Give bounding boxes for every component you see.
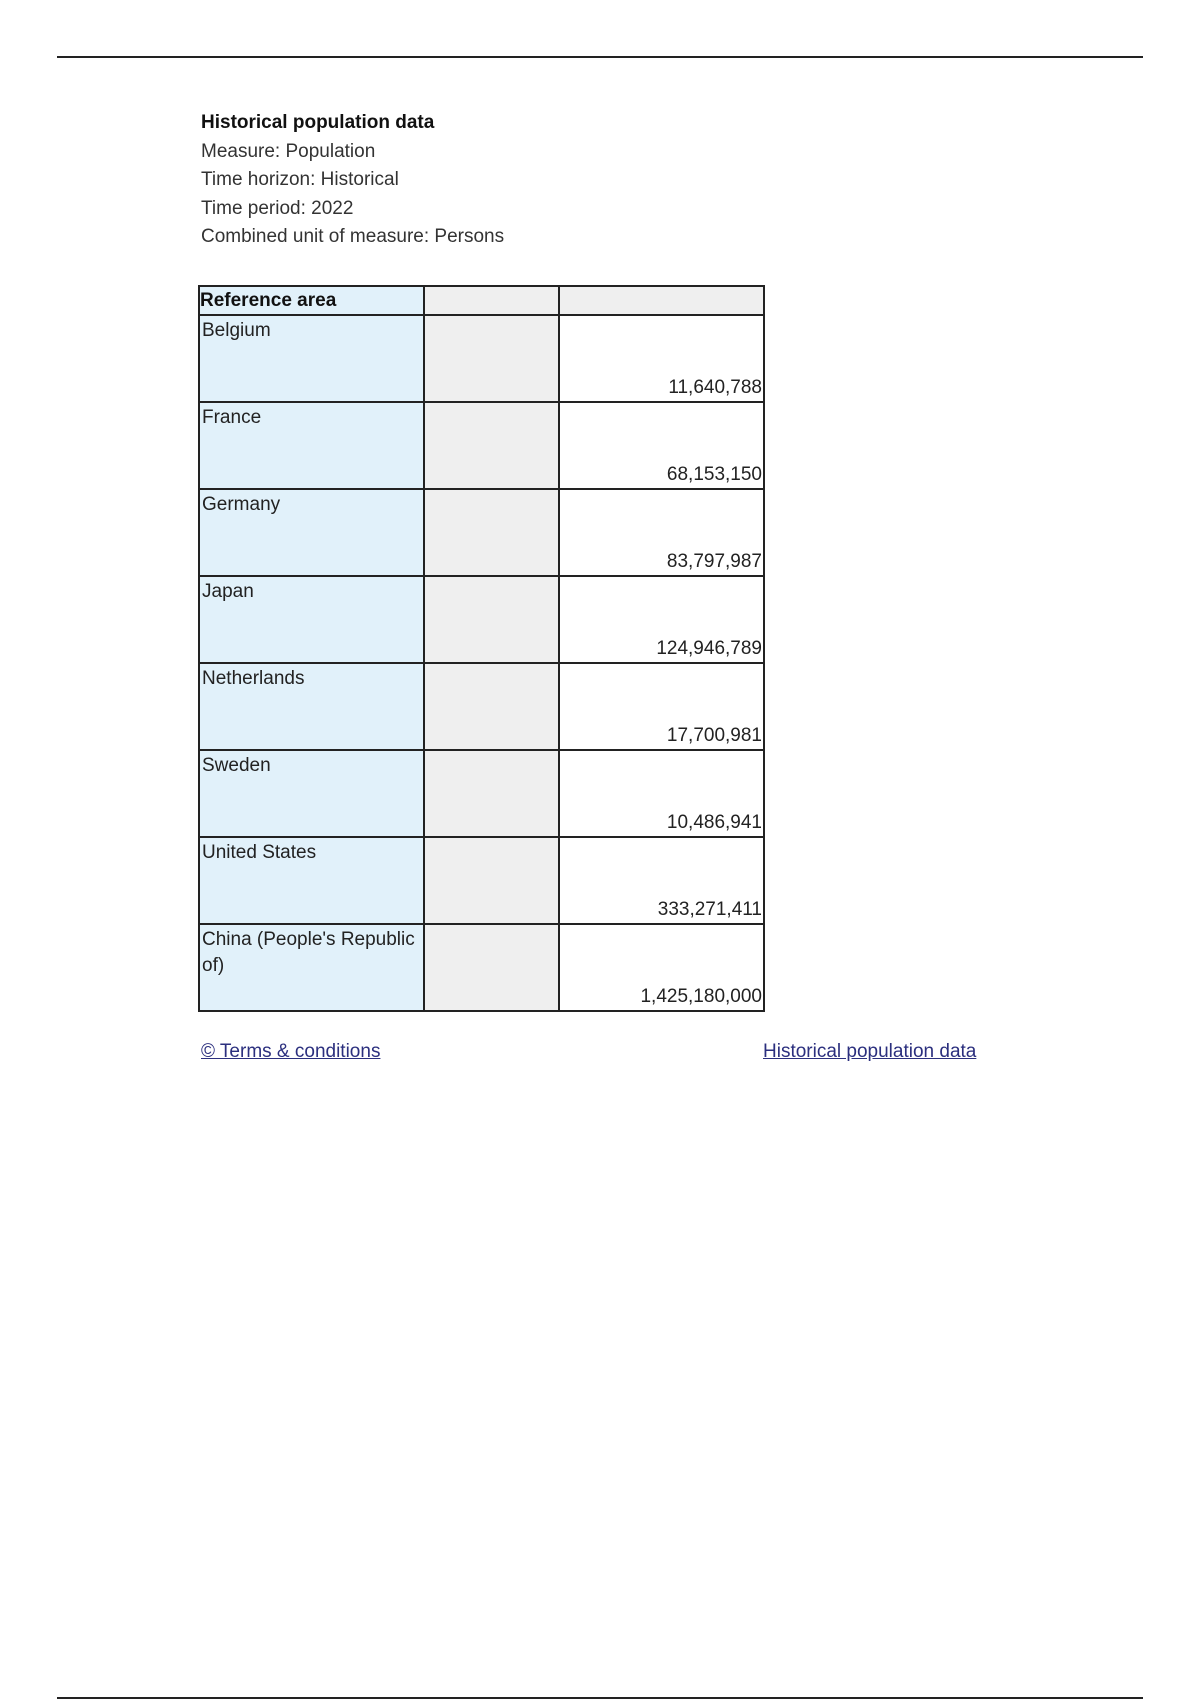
population-value-cell: 11,640,788 <box>559 315 764 402</box>
blank-cell <box>424 924 559 1011</box>
report-header <box>201 109 504 252</box>
reference-area-cell: Netherlands <box>199 663 424 750</box>
reference-area-cell: Belgium <box>199 315 424 402</box>
blank-cell <box>424 315 559 402</box>
table-row <box>199 489 764 576</box>
blank-cell <box>424 663 559 750</box>
unit-line: Combined unit of measure: Persons <box>201 226 505 247</box>
population-value-cell: 333,271,411 <box>559 837 764 924</box>
empty-header-cell <box>424 286 559 315</box>
reference-area-cell: China (People's Republic of) <box>199 924 424 1011</box>
blank-cell <box>424 489 559 576</box>
measure-line: Measure: Population <box>201 140 376 162</box>
table-row <box>199 663 764 750</box>
table-row <box>199 402 764 489</box>
population-value-cell: 17,700,981 <box>559 663 764 750</box>
empty-header-cell <box>559 286 764 315</box>
blank-cell <box>424 750 559 837</box>
blank-cell <box>424 837 559 924</box>
report-title: Historical population data <box>201 112 435 133</box>
time-period-line: Time period: 2022 <box>201 197 354 219</box>
population-value-cell: 10,486,941 <box>559 750 764 837</box>
population-value-cell: 124,946,789 <box>559 576 764 663</box>
population-value-cell: 68,153,150 <box>559 402 764 489</box>
population-value-cell: 83,797,987 <box>559 489 764 576</box>
table-row <box>199 315 764 402</box>
reference-area-cell: United States <box>199 837 424 924</box>
table-row <box>199 837 764 924</box>
table-row <box>199 750 764 837</box>
time-horizon-line: Time horizon: Historical <box>201 169 399 190</box>
reference-area-cell: Japan <box>199 576 424 663</box>
reference-area-cell: Germany <box>199 489 424 576</box>
blank-cell <box>424 402 559 489</box>
table-header-row <box>199 286 764 315</box>
bottom-rule <box>57 1697 1143 1699</box>
reference-area-cell: Sweden <box>199 750 424 837</box>
blank-cell <box>424 576 559 663</box>
terms-conditions-link[interactable]: © Terms & conditions <box>201 1041 381 1062</box>
population-table <box>198 285 765 1012</box>
historical-population-data-link[interactable]: Historical population data <box>763 1041 977 1062</box>
top-rule <box>57 56 1143 58</box>
reference-area-cell: France <box>199 402 424 489</box>
table-row <box>199 924 764 1011</box>
table-row <box>199 576 764 663</box>
population-value-cell: 1,425,180,000 <box>559 924 764 1011</box>
reference-area-header: Reference area <box>199 286 424 315</box>
